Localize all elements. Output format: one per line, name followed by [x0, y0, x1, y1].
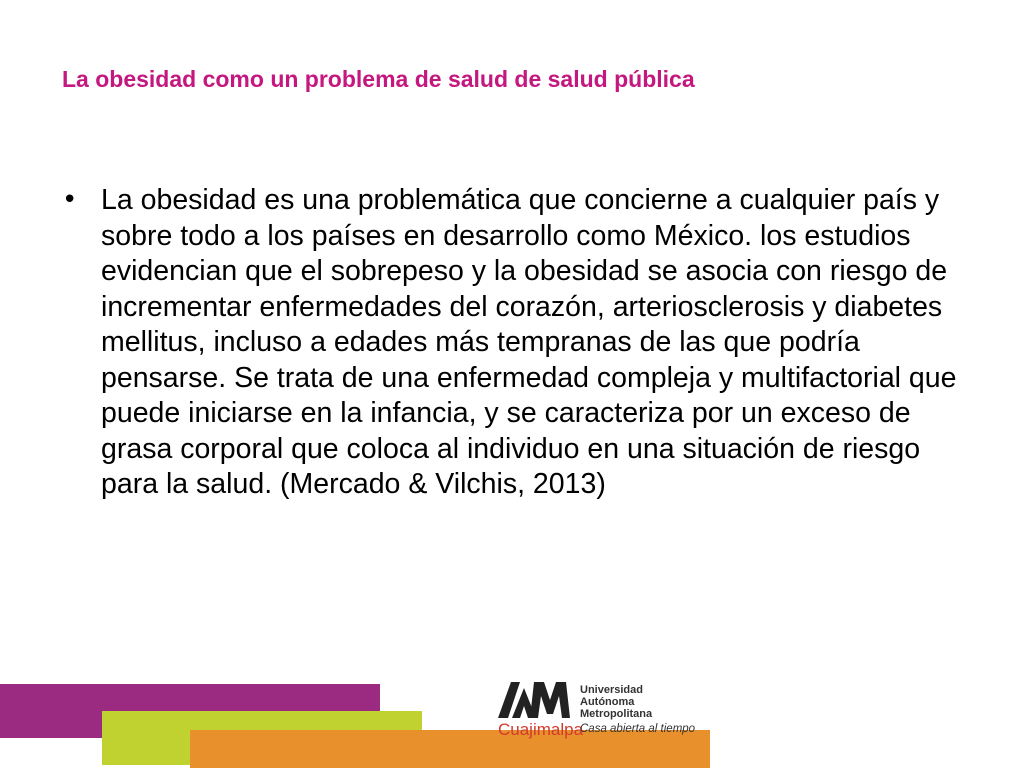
logo-name-line: Universidad	[580, 684, 643, 696]
slide-title: La obesidad como un problema de salud de salud pública	[62, 66, 695, 92]
bullet-dot: •	[62, 185, 78, 215]
logo-campus-name: Cuajimalpa	[498, 720, 584, 739]
uam-emblem-icon	[498, 682, 570, 718]
logo-university-name	[580, 684, 652, 720]
uam-logo	[498, 682, 698, 742]
logo-name-line: Metropolitana	[580, 708, 653, 720]
logo-motto: Casa abierta al tiempo	[580, 723, 696, 735]
bullet-text: La obesidad es una problemática que concierne a cualquier país y sobre todo a los países en desarrollo como México. los estudios evidencian que el sobrepeso y la obesidad se asocia con riesgo de incrementar enfermedades del corazón, arteriosclerosis y diabetes mellitus, incluso a edades más tempranas de las que podría pensarse. Se trata de una enfermedad compleja y multifactorial que puede iniciarse en la infancia, y se caracteriza por un exceso de grasa corporal que coloca al individuo en una situación de riesgo para la salud. (Mercado & Vilchis, 2013)	[101, 184, 957, 500]
bullet-item	[62, 183, 962, 503]
logo-name-line: Autónoma	[580, 696, 635, 708]
